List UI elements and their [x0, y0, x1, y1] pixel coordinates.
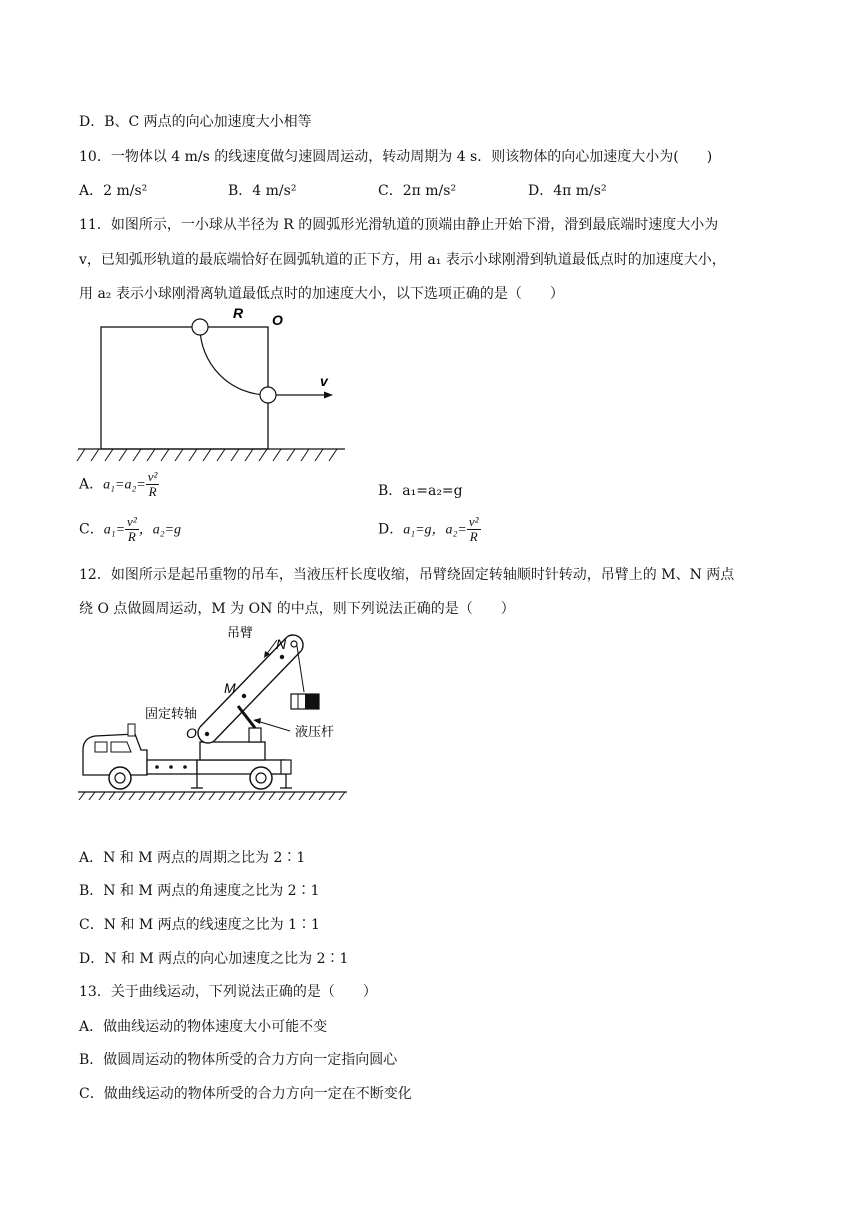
q10-option-b: B．4 m/s²	[228, 183, 297, 199]
q11-ball-bottom	[260, 387, 276, 403]
q11-ground-hatch	[77, 449, 337, 461]
fraction-numerator: v²	[468, 514, 479, 529]
q12-chassis-rear	[197, 760, 285, 774]
q10-option-d: D．4π m/s²	[528, 183, 607, 199]
q11-figure	[75, 305, 355, 465]
option-a-prefix: A．	[79, 476, 104, 493]
q12-stem-line1: 12．如图所示是起吊重物的吊车，当液压杆长度收缩，吊臂绕固定转轴顺时针转动，吊臂上的 M、N 两点	[79, 567, 735, 583]
q12-option-d: D．N 和 M 两点的向心加速度之比为 2∶1	[79, 951, 349, 967]
q12-ground-hatch	[79, 792, 345, 800]
q12-crane-platform	[200, 742, 265, 760]
q12-cable	[297, 646, 304, 692]
q12-label-axis: 固定转轴	[145, 706, 198, 721]
q11-box	[101, 327, 268, 449]
option-c-expr1: a₁=	[103, 522, 126, 538]
fraction-v2-over-r	[467, 515, 481, 544]
q10-option-a: A．2 m/s²	[79, 183, 148, 199]
q13-option-a: A．做曲线运动的物体速度大小可能不变	[79, 1019, 328, 1035]
q13-option-c: C．做曲线运动的物体所受的合力方向一定在不断变化	[79, 1086, 412, 1102]
q12-option-c: C．N 和 M 两点的线速度之比为 1∶1	[79, 917, 320, 933]
q10-option-c: C．2π m/s²	[378, 183, 457, 199]
q11-arc-track	[200, 327, 268, 395]
q12-point-n	[280, 655, 284, 659]
q9-option-d: D．B、C 两点的向心加速度大小相等	[79, 114, 312, 130]
q11-stem-line2: v，已知弧形轨道的最底端恰好在圆弧轨道的正下方，用 a₁ 表示小球刚滑到轨道最低点时的加速度大小，	[79, 252, 726, 268]
q12-load-dark-half	[305, 694, 319, 709]
q12-stem-line2: 绕 O 点做圆周运动，M 为 ON 的中点，则下列说法正确的是（ ）	[79, 601, 515, 617]
q13-option-b: B．做圆周运动的物体所受的合力方向一定指向圆心	[79, 1052, 398, 1068]
fraction-v2-over-r	[125, 515, 139, 544]
q12-cab-window-left	[95, 742, 107, 752]
q12-rod-pointer	[257, 721, 290, 731]
q13-stem: 13．关于曲线运动，下列说法正确的是（ ）	[79, 984, 377, 1000]
q11-stem-line1: 11．如图所示，一小球从半径为 R 的圆弧形光滑轨道的顶端由静止开始下滑，滑到最底端时速度大小为	[79, 217, 719, 233]
q11-option-d	[378, 515, 481, 544]
option-d-prefix: D．	[378, 521, 404, 538]
q12-label-o: O	[186, 725, 197, 741]
q12-label-m: M	[224, 680, 236, 696]
q12-boom-arm	[198, 635, 303, 743]
q11-stem-line3: 用 a₂ 表示小球刚滑离轨道最低点时的加速度大小，以下选项正确的是（ ）	[79, 286, 564, 302]
q12-pulley	[291, 641, 297, 647]
q12-label-arm: 吊臂	[227, 625, 254, 640]
q11-option-b: B．a₁=a₂=g	[378, 483, 463, 499]
q11-arrowhead	[324, 392, 333, 399]
fraction-numerator: v²	[127, 514, 137, 529]
q12-exhaust	[128, 724, 135, 736]
option-a-expr: a₁=a₂=	[103, 477, 146, 493]
q12-point-o	[205, 732, 209, 736]
q12-crane-figure	[75, 620, 360, 805]
q11-ball-top	[192, 319, 208, 335]
q12-hydraulic-rod	[238, 706, 255, 728]
fraction-denominator: R	[127, 529, 136, 544]
option-c-expr2: ，a₂=g	[138, 522, 182, 538]
fraction-numerator: v²	[147, 469, 158, 484]
option-c-prefix: C．	[79, 521, 104, 538]
option-d-expr1: a₁=g，a₂=	[403, 522, 467, 538]
q11-label-r: R	[233, 305, 244, 321]
q12-cab-window-right	[111, 742, 131, 752]
q12-label-n: N	[276, 636, 287, 652]
q11-label-v: v	[320, 373, 328, 389]
q12-option-a: A．N 和 M 两点的周期之比为 2∶1	[79, 850, 306, 866]
q11-option-a	[79, 470, 159, 499]
q11-option-c	[79, 515, 181, 544]
fraction-denominator: R	[148, 484, 157, 499]
q12-rod-base	[249, 728, 261, 742]
q10-stem: 10．一物体以 4 m/s 的线速度做匀速圆周运动，转动周期为 4 s．则该物体的向心加速度大小为( )	[79, 149, 713, 165]
q12-label-rod: 液压杆	[295, 724, 335, 739]
fraction-denominator: R	[469, 529, 478, 544]
q12-option-b: B．N 和 M 两点的角速度之比为 2∶1	[79, 883, 320, 899]
q11-label-o: O	[272, 312, 283, 328]
fraction-v2-over-r	[146, 470, 160, 499]
q12-point-m	[242, 694, 246, 698]
